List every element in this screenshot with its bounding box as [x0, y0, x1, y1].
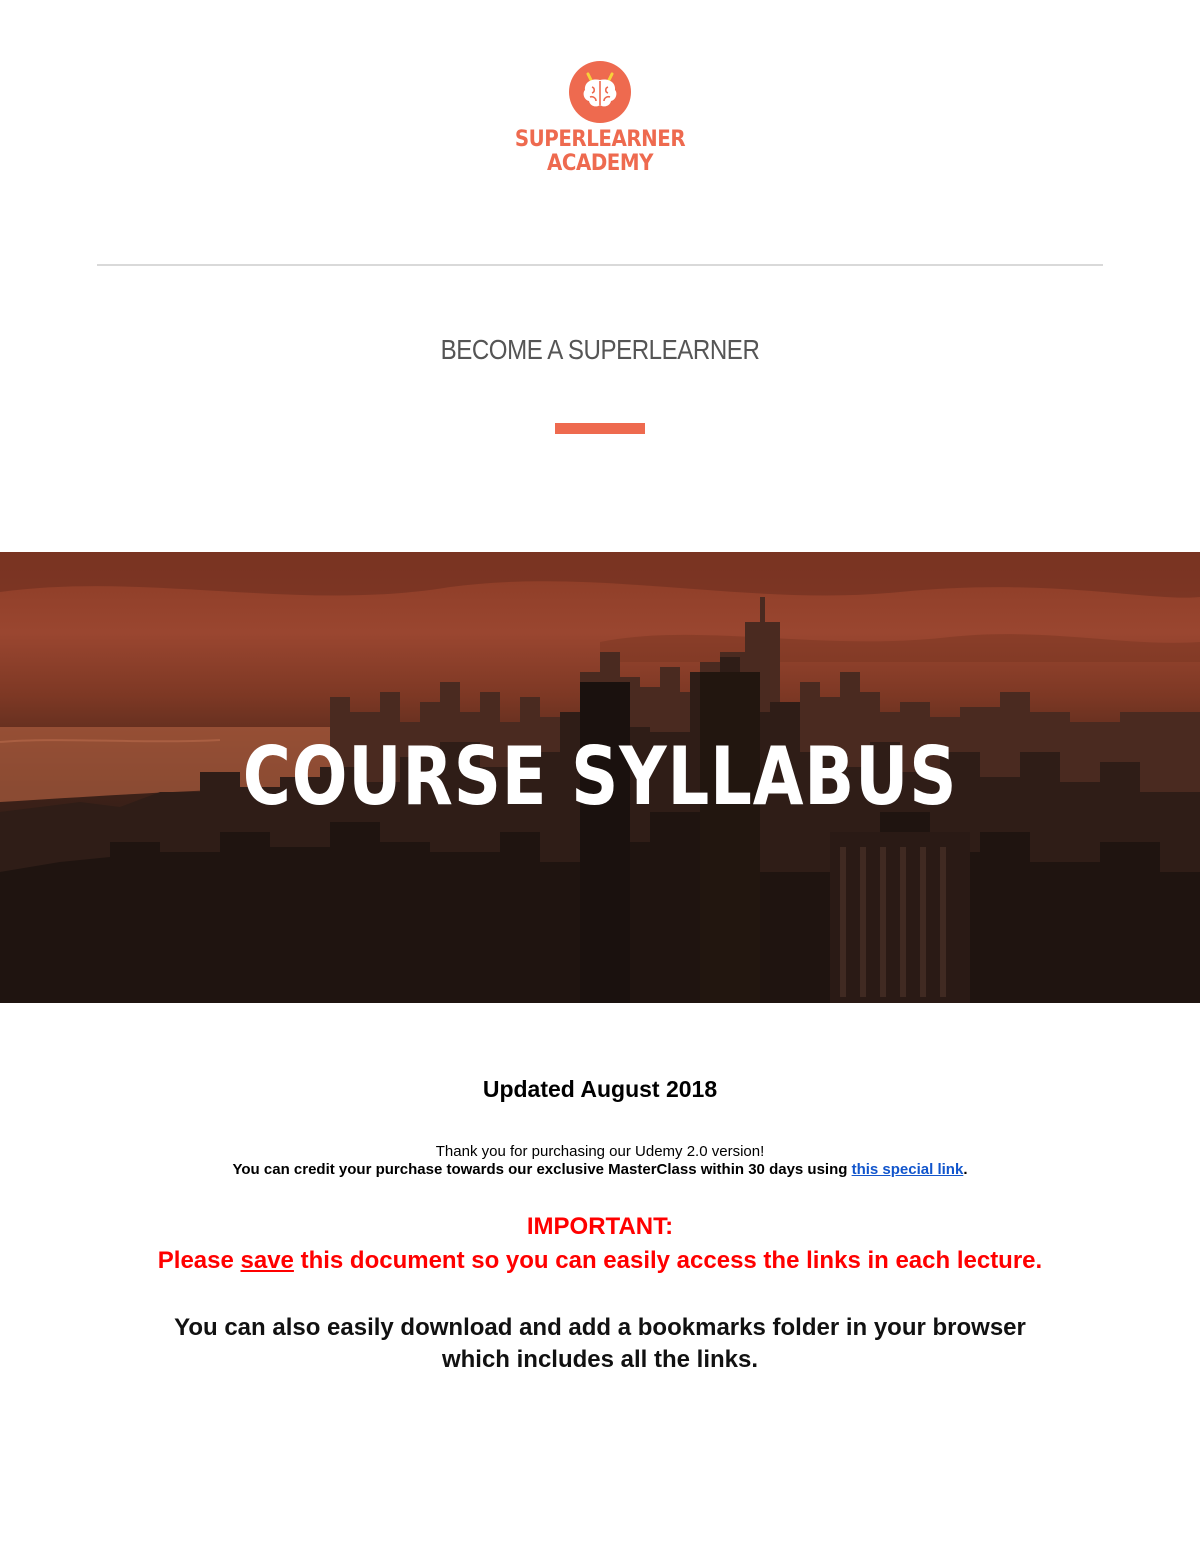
brand-name-line1: SUPERLEARNER — [514, 127, 686, 152]
save-notice — [0, 1247, 1200, 1275]
tagline: BECOME A SUPERLEARNER — [440, 334, 760, 365]
bookmarks-line1: You can also easily download and add a bookmarks folder in your browser — [174, 1314, 1026, 1341]
header-divider — [97, 264, 1103, 266]
save-notice-prefix: Please — [157, 1247, 241, 1274]
credit-suffix: . — [963, 1161, 968, 1178]
bookmarks-line2: which includes all the links. — [441, 1346, 759, 1373]
brand-logo — [0, 60, 1200, 176]
credit-text — [0, 1161, 1200, 1179]
accent-bar — [555, 423, 645, 434]
thanks-text: Thank you for purchasing our Udemy 2.0 version! — [435, 1143, 765, 1160]
brand-name — [60, 128, 1140, 176]
credit-prefix: You can credit your purchase towards our exclusive MasterClass within 30 days using — [232, 1161, 852, 1178]
save-emphasis: save — [240, 1247, 294, 1274]
bookmarks-notice — [0, 1312, 1200, 1376]
updated-date: Updated August 2018 — [482, 1076, 718, 1102]
hero-title: COURSE SYLLABUS — [242, 730, 958, 823]
brain-icon — [568, 60, 632, 124]
save-notice-suffix: this document so you can easily access the links in each lecture. — [293, 1247, 1043, 1274]
brand-name-line2: ACADEMY — [546, 151, 654, 176]
important-heading: IMPORTANT: — [526, 1213, 674, 1240]
special-link[interactable]: this special link — [851, 1161, 964, 1178]
